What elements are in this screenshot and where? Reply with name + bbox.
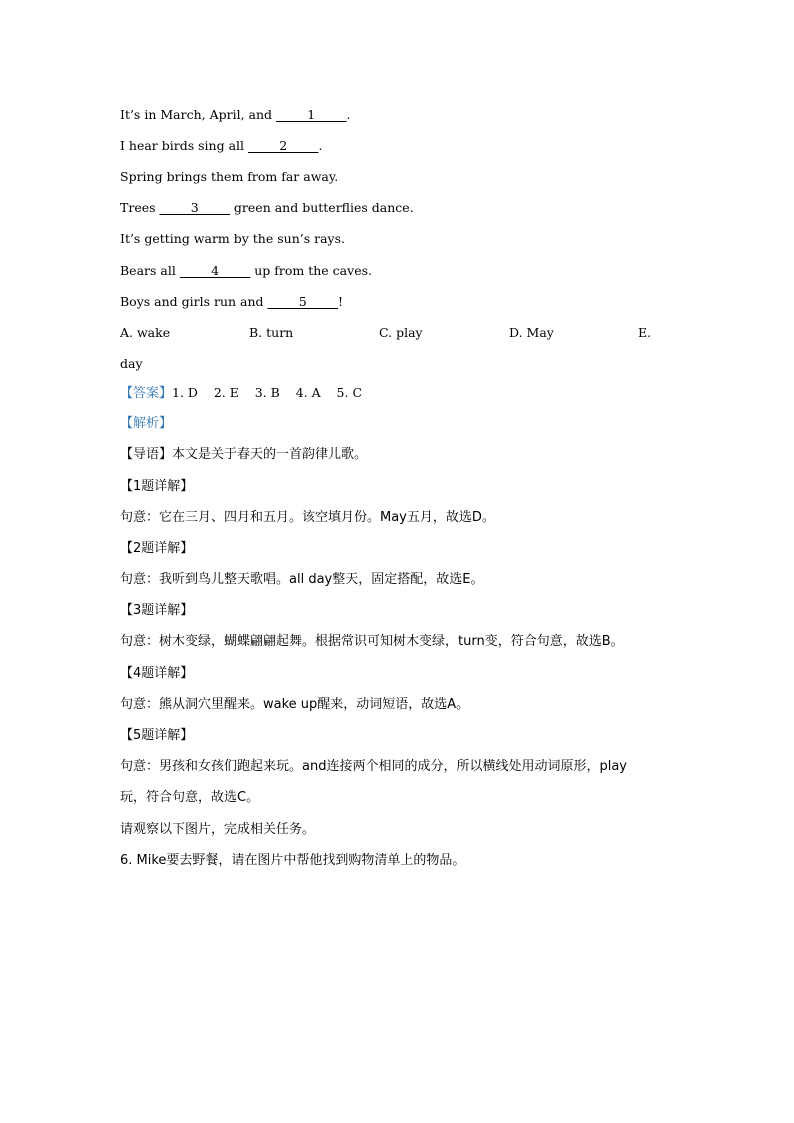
- poem-line-7: Boys and girls run and _____5_____!: [120, 294, 344, 309]
- option-e: E.: [638, 325, 652, 340]
- q3-heading: 【3题详解】: [120, 603, 194, 618]
- option-d: D. May: [509, 325, 554, 340]
- q1-explanation: 句意：它在三月、四月和五月。该空填月份。May五月，故选D。: [120, 510, 495, 525]
- poem-line-2: I hear birds sing all _____2_____.: [120, 138, 323, 153]
- q5-explanation-line-2: 玩，符合句意，故选C。: [120, 790, 260, 805]
- q3-explanation: 句意：树木变绿，蝴蝶翩翩起舞。根据常识可知树木变绿，turn变，符合句意，故选B。: [120, 634, 624, 649]
- analysis-label: 【解析】: [120, 416, 173, 431]
- option-a: A. wake: [120, 325, 171, 340]
- poem-line-3: Spring brings them from far away.: [120, 169, 339, 184]
- q5-heading: 【5题详解】: [120, 728, 194, 743]
- poem-line-6: Bears all _____4_____ up from the caves.: [120, 263, 372, 278]
- picture-instruction: 请观察以下图片，完成相关任务。: [120, 822, 316, 837]
- poem-line-1: It’s in March, April, and _____1_____.: [120, 107, 351, 122]
- poem-line-4: Trees _____3_____ green and butterflies dance.: [120, 200, 414, 215]
- option-b: B. turn: [249, 325, 294, 340]
- q2-heading: 【2题详解】: [120, 541, 194, 556]
- q1-heading: 【1题详解】: [120, 479, 194, 494]
- analysis-intro: 【导语】本文是关于春天的一首韵律儿歌。: [120, 447, 368, 462]
- blank-1: _____1_____: [276, 107, 347, 122]
- q5-explanation-line-1: 句意：男孩和女孩们跑起来玩。and连接两个相同的成分，所以横线处用动词原形，play: [120, 759, 627, 774]
- answer-line: [120, 385, 362, 402]
- answer-label: 【答案】: [120, 386, 173, 401]
- answer-text: 1. D 2. E 3. B 4. A 5. C: [172, 385, 363, 400]
- question-6: 6. Mike要去野餐，请在图片中帮他找到购物清单上的物品。: [120, 853, 466, 868]
- blank-5: _____5_____: [267, 294, 338, 309]
- blank-4: _____4_____: [179, 263, 251, 278]
- blank-2: _____2_____: [248, 138, 319, 153]
- q4-heading: 【4题详解】: [120, 666, 194, 681]
- option-c: C. play: [379, 325, 423, 340]
- option-e-continued: day: [120, 356, 143, 371]
- q4-explanation: 句意：熊从洞穴里醒来。wake up醒来，动词短语，故选A。: [120, 697, 470, 712]
- q2-explanation: 句意：我听到鸟儿整天歌唱。all day整天，固定搭配，故选E。: [120, 572, 484, 587]
- blank-3: _____3_____: [159, 200, 230, 215]
- poem-line-5: It’s getting warm by the sun’s rays.: [120, 231, 345, 246]
